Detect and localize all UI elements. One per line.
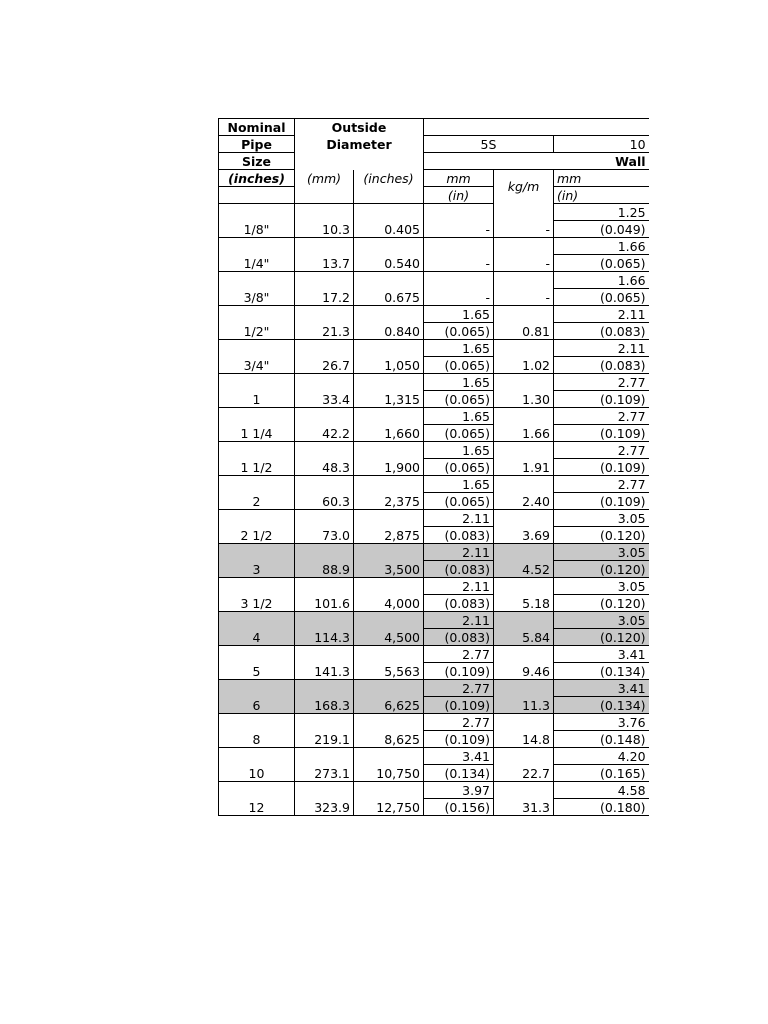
sch10s-wall-mm-cell: 1.66 (554, 238, 649, 255)
od-in-cell: 1,315 (354, 374, 424, 408)
table-row (219, 680, 649, 697)
od-in-cell: 4,500 (354, 612, 424, 646)
sch5s-wall-in-cell: - (424, 221, 494, 238)
header-wall: Wall (424, 153, 649, 170)
sch5s-wall-in-cell: (0.083) (424, 527, 494, 544)
table-row (219, 612, 649, 629)
sch10s-wall-mm-cell: 3.41 (554, 680, 649, 697)
sch10s-wall-mm-cell: 2.77 (554, 408, 649, 425)
sch10s-wall-mm-cell: 3.05 (554, 612, 649, 629)
od-mm-cell: 33.4 (295, 374, 354, 408)
sch5s-wall-mm-cell: 1.65 (424, 476, 494, 493)
od-in-cell: 3,500 (354, 544, 424, 578)
sch5s-weight-cell: - (494, 272, 554, 306)
pipe-schedule-table (218, 118, 649, 816)
sch5s-weight-cell: - (494, 204, 554, 238)
header-5s-mm: mm (424, 170, 494, 187)
nominal-size-cell: 1 1/4 (219, 408, 295, 442)
header-nominal-line3: Size (219, 153, 295, 170)
sch5s-weight-cell: 1.91 (494, 442, 554, 476)
sch5s-wall-mm-cell: 2.77 (424, 646, 494, 663)
od-in-cell: 2,375 (354, 476, 424, 510)
sch5s-wall-mm-cell (424, 272, 494, 289)
sch5s-weight-cell: 0.81 (494, 306, 554, 340)
od-mm-cell: 21.3 (295, 306, 354, 340)
sch5s-weight-cell: 2.40 (494, 476, 554, 510)
sch10s-wall-in-cell: (0.049) (554, 221, 649, 238)
sch10s-wall-in-cell: (0.109) (554, 493, 649, 510)
od-mm-cell: 48.3 (295, 442, 354, 476)
header-od-line1: Outside (295, 119, 424, 136)
header-10s-mm: mm (554, 170, 649, 187)
nominal-size-cell: 8 (219, 714, 295, 748)
od-mm-cell: 101.6 (295, 578, 354, 612)
od-mm-cell: 73.0 (295, 510, 354, 544)
sch5s-wall-in-cell: (0.109) (424, 663, 494, 680)
od-mm-cell: 88.9 (295, 544, 354, 578)
sch5s-weight-cell: 11.3 (494, 680, 554, 714)
sch5s-wall-in-cell: (0.083) (424, 629, 494, 646)
table-row (219, 340, 649, 357)
sch5s-wall-mm-cell: 1.65 (424, 306, 494, 323)
sch5s-wall-mm-cell: 1.65 (424, 374, 494, 391)
nominal-size-cell: 1/8" (219, 204, 295, 238)
table-row (219, 408, 649, 425)
sch10s-wall-in-cell: (0.148) (554, 731, 649, 748)
od-in-cell: 0.840 (354, 306, 424, 340)
sch5s-wall-in-cell: (0.083) (424, 595, 494, 612)
sch5s-weight-cell: 5.18 (494, 578, 554, 612)
sch5s-wall-mm-cell: 2.77 (424, 680, 494, 697)
od-in-cell: 1,900 (354, 442, 424, 476)
sch5s-wall-in-cell: (0.109) (424, 697, 494, 714)
od-mm-cell: 114.3 (295, 612, 354, 646)
nominal-size-cell: 2 (219, 476, 295, 510)
sch10s-wall-in-cell: (0.109) (554, 459, 649, 476)
sch10s-wall-in-cell: (0.120) (554, 629, 649, 646)
sch5s-wall-mm-cell (424, 238, 494, 255)
sch10s-wall-in-cell: (0.180) (554, 799, 649, 816)
header-schedule-5s: 5S (424, 136, 554, 153)
table-row (219, 714, 649, 731)
header-schedule-10s: 10 (554, 136, 649, 153)
sch5s-wall-in-cell: (0.109) (424, 731, 494, 748)
sch10s-wall-mm-cell: 2.11 (554, 340, 649, 357)
header-od-blank (295, 153, 424, 170)
sch5s-wall-in-cell: - (424, 255, 494, 272)
nominal-size-cell: 12 (219, 782, 295, 816)
sch10s-wall-mm-cell: 3.05 (554, 578, 649, 595)
od-mm-cell: 323.9 (295, 782, 354, 816)
sch10s-wall-in-cell: (0.109) (554, 391, 649, 408)
od-in-cell: 1,660 (354, 408, 424, 442)
od-mm-cell: 273.1 (295, 748, 354, 782)
sch5s-weight-cell: 14.8 (494, 714, 554, 748)
sch5s-wall-in-cell: (0.065) (424, 425, 494, 442)
header-5s-kgm: kg/m (494, 170, 554, 204)
od-mm-cell: 17.2 (295, 272, 354, 306)
table-row (219, 748, 649, 765)
nominal-size-cell: 3 (219, 544, 295, 578)
header-blank-top (424, 119, 649, 136)
table-row (219, 272, 649, 289)
nominal-size-cell: 6 (219, 680, 295, 714)
sch10s-wall-mm-cell: 3.76 (554, 714, 649, 731)
sch5s-wall-mm-cell: 3.97 (424, 782, 494, 799)
sch5s-weight-cell: 3.69 (494, 510, 554, 544)
sch5s-wall-mm-cell: 2.11 (424, 544, 494, 561)
sch5s-weight-cell: 1.02 (494, 340, 554, 374)
sch10s-wall-mm-cell: 2.77 (554, 476, 649, 493)
sch10s-wall-in-cell: (0.134) (554, 663, 649, 680)
sch5s-wall-mm-cell: 1.65 (424, 340, 494, 357)
nominal-size-cell: 1/4" (219, 238, 295, 272)
header-5s-in: (in) (424, 187, 494, 204)
sch5s-wall-in-cell: (0.065) (424, 391, 494, 408)
sch10s-wall-in-cell: (0.083) (554, 323, 649, 340)
od-mm-cell: 60.3 (295, 476, 354, 510)
od-in-cell: 2,875 (354, 510, 424, 544)
sch5s-wall-in-cell: - (424, 289, 494, 306)
table-row (219, 476, 649, 493)
sch5s-weight-cell: 5.84 (494, 612, 554, 646)
sch5s-weight-cell: 1.66 (494, 408, 554, 442)
table-row (219, 510, 649, 527)
table-row (219, 578, 649, 595)
nominal-size-cell: 1 (219, 374, 295, 408)
sch10s-wall-mm-cell: 2.11 (554, 306, 649, 323)
header-od-mm: (mm) (295, 170, 354, 187)
table-row (219, 306, 649, 323)
table-row (219, 544, 649, 561)
header-nominal-line1: Nominal (219, 119, 295, 136)
sch5s-wall-mm-cell: 3.41 (424, 748, 494, 765)
sch10s-wall-mm-cell: 1.66 (554, 272, 649, 289)
od-mm-cell: 26.7 (295, 340, 354, 374)
od-in-cell: 4,000 (354, 578, 424, 612)
table-row (219, 374, 649, 391)
sch5s-wall-in-cell: (0.065) (424, 323, 494, 340)
sch5s-weight-cell: 31.3 (494, 782, 554, 816)
sch10s-wall-mm-cell: 4.58 (554, 782, 649, 799)
sch5s-wall-in-cell: (0.065) (424, 459, 494, 476)
sch5s-weight-cell: 4.52 (494, 544, 554, 578)
header-nominal-units: (inches) (219, 170, 295, 187)
nominal-size-cell: 3 1/2 (219, 578, 295, 612)
nominal-size-cell: 5 (219, 646, 295, 680)
table-row (219, 646, 649, 663)
sch5s-wall-in-cell: (0.065) (424, 357, 494, 374)
sch10s-wall-in-cell: (0.120) (554, 595, 649, 612)
table-row (219, 442, 649, 459)
sch5s-wall-mm-cell: 2.11 (424, 578, 494, 595)
od-in-cell: 0.675 (354, 272, 424, 306)
nominal-size-cell: 1 1/2 (219, 442, 295, 476)
sch5s-wall-mm-cell: 1.65 (424, 408, 494, 425)
nominal-size-cell: 4 (219, 612, 295, 646)
sch10s-wall-mm-cell: 4.20 (554, 748, 649, 765)
table-row (219, 204, 649, 221)
sch10s-wall-in-cell: (0.083) (554, 357, 649, 374)
sch10s-wall-mm-cell: 1.25 (554, 204, 649, 221)
sch10s-wall-mm-cell: 3.41 (554, 646, 649, 663)
header-od-in: (inches) (354, 170, 424, 187)
sch5s-wall-in-cell: (0.083) (424, 561, 494, 578)
od-in-cell: 5,563 (354, 646, 424, 680)
sch5s-wall-mm-cell (424, 204, 494, 221)
header-od-mm-blank (295, 187, 354, 204)
sch10s-wall-in-cell: (0.120) (554, 561, 649, 578)
sch10s-wall-in-cell: (0.165) (554, 765, 649, 782)
sch5s-wall-in-cell: (0.065) (424, 493, 494, 510)
table-row (219, 238, 649, 255)
sch10s-wall-in-cell: (0.065) (554, 289, 649, 306)
sch10s-wall-mm-cell: 3.05 (554, 544, 649, 561)
od-in-cell: 0.540 (354, 238, 424, 272)
sch5s-wall-mm-cell: 2.11 (424, 612, 494, 629)
nominal-size-cell: 3/8" (219, 272, 295, 306)
od-mm-cell: 10.3 (295, 204, 354, 238)
sch10s-wall-mm-cell: 3.05 (554, 510, 649, 527)
sch10s-wall-in-cell: (0.120) (554, 527, 649, 544)
od-mm-cell: 42.2 (295, 408, 354, 442)
sch10s-wall-in-cell: (0.065) (554, 255, 649, 272)
sch5s-wall-mm-cell: 1.65 (424, 442, 494, 459)
nominal-size-cell: 2 1/2 (219, 510, 295, 544)
sch5s-weight-cell: - (494, 238, 554, 272)
od-in-cell: 1,050 (354, 340, 424, 374)
sch5s-wall-in-cell: (0.156) (424, 799, 494, 816)
nominal-size-cell: 1/2" (219, 306, 295, 340)
od-in-cell: 12,750 (354, 782, 424, 816)
pipe-schedule-sheet (218, 118, 646, 815)
od-mm-cell: 168.3 (295, 680, 354, 714)
od-mm-cell: 13.7 (295, 238, 354, 272)
nominal-size-cell: 3/4" (219, 340, 295, 374)
header-nominal-blank (219, 187, 295, 204)
od-mm-cell: 219.1 (295, 714, 354, 748)
od-in-cell: 8,625 (354, 714, 424, 748)
sch5s-weight-cell: 9.46 (494, 646, 554, 680)
header-10s-in: (in) (554, 187, 649, 204)
header-od-in-blank (354, 187, 424, 204)
nominal-size-cell: 10 (219, 748, 295, 782)
table-row (219, 782, 649, 799)
od-in-cell: 10,750 (354, 748, 424, 782)
od-in-cell: 6,625 (354, 680, 424, 714)
sch10s-wall-in-cell: (0.134) (554, 697, 649, 714)
od-mm-cell: 141.3 (295, 646, 354, 680)
sch5s-wall-in-cell: (0.134) (424, 765, 494, 782)
sch5s-weight-cell: 22.7 (494, 748, 554, 782)
sch5s-wall-mm-cell: 2.11 (424, 510, 494, 527)
sch10s-wall-in-cell: (0.109) (554, 425, 649, 442)
od-in-cell: 0.405 (354, 204, 424, 238)
header-od-line2: Diameter (295, 136, 424, 153)
sch10s-wall-mm-cell: 2.77 (554, 442, 649, 459)
sch5s-wall-mm-cell: 2.77 (424, 714, 494, 731)
sch5s-weight-cell: 1.30 (494, 374, 554, 408)
header-nominal-line2: Pipe (219, 136, 295, 153)
sch10s-wall-mm-cell: 2.77 (554, 374, 649, 391)
